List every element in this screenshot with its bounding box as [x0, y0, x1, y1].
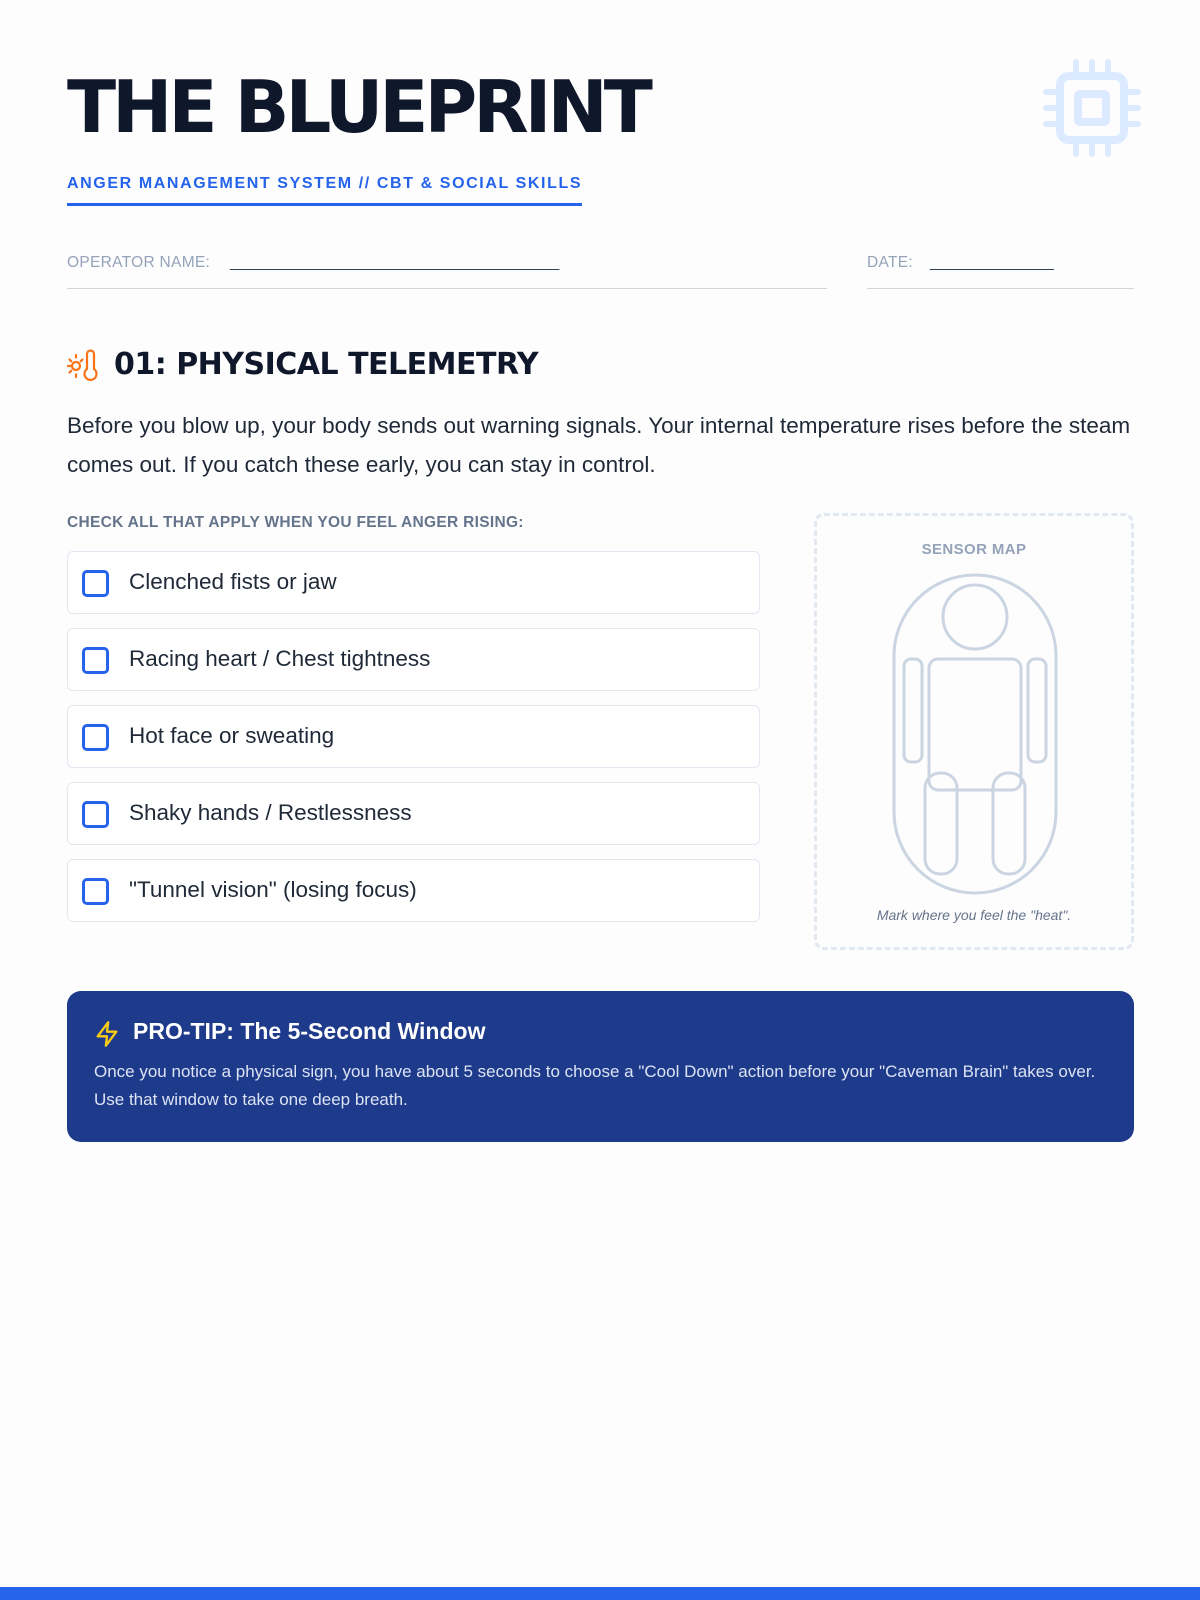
sensor-map-caption: Mark where you feel the "heat".	[876, 907, 1072, 923]
pro-tip-callout	[67, 991, 1134, 1142]
page-subtitle: ANGER MANAGEMENT SYSTEM // CBT & SOCIAL SKILLS	[67, 173, 582, 206]
chip-icon	[1042, 58, 1142, 158]
sensor-map-title: SENSOR MAP	[921, 541, 1027, 558]
thermometer-icon	[67, 349, 101, 383]
section-title: 01: PHYSICAL TELEMETRY	[114, 347, 539, 382]
checkbox[interactable]	[82, 724, 109, 751]
footer-accent-bar	[0, 1587, 1200, 1600]
checklist-item[interactable]	[67, 859, 760, 922]
operator-name-blank[interactable]: ________________________________________	[230, 254, 559, 271]
checkbox[interactable]	[82, 878, 109, 905]
checklist-item[interactable]	[67, 628, 760, 691]
checklist-item-label: Racing heart / Chest tightness	[129, 646, 431, 671]
checklist-item-label: "Tunnel vision" (losing focus)	[129, 877, 417, 902]
intro-paragraph: Before you blow up, your body sends out warning signals. Your internal temperature rises before the steam comes out. If you catch these early, you can stay in control.	[67, 413, 1131, 477]
checklist-item[interactable]	[67, 705, 760, 768]
worksheet-page	[67, 0, 1134, 1600]
date-label: DATE:	[867, 254, 913, 271]
checklist-item-label: Hot face or sweating	[129, 723, 335, 748]
body-outline-icon[interactable]	[891, 572, 1059, 897]
pro-tip-title: PRO-TIP: The 5-Second Window	[133, 1018, 486, 1044]
page-title: THE BLUEPRINT	[67, 65, 649, 149]
date-field[interactable]	[867, 250, 1134, 289]
checklist-item-label: Clenched fists or jaw	[129, 569, 337, 594]
date-blank[interactable]: _______________	[930, 254, 1054, 271]
checklist-heading: CHECK ALL THAT APPLY WHEN YOU FEEL ANGER RISING:	[67, 514, 524, 531]
sensor-map-panel[interactable]	[814, 513, 1134, 950]
checklist-item[interactable]	[67, 551, 760, 614]
checkbox[interactable]	[82, 570, 109, 597]
checkbox[interactable]	[82, 801, 109, 828]
operator-name-field[interactable]	[67, 250, 827, 289]
symptom-checklist	[67, 551, 760, 936]
operator-name-label: OPERATOR NAME:	[67, 254, 211, 271]
checklist-item-label: Shaky hands / Restlessness	[129, 800, 412, 825]
checklist-item[interactable]	[67, 782, 760, 845]
lightning-icon	[93, 1020, 121, 1048]
checkbox[interactable]	[82, 647, 109, 674]
pro-tip-text: Once you notice a physical sign, you have about 5 seconds to choose a "Cool Down" action before your "Caveman Brain" takes over. Use that window to take one deep breath.	[94, 1062, 1096, 1109]
